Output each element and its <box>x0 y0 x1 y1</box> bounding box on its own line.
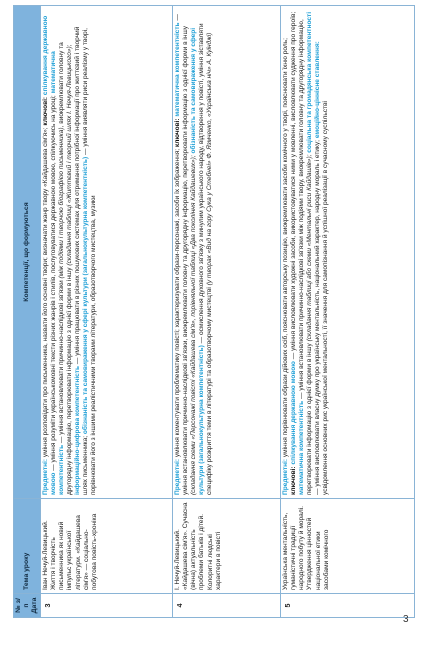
subject-text: уміння коментувати проблематику повісті; характеризувати образи-персонажі, засоби їх зображення; <box>174 148 182 458</box>
math-text: — уміння встановлювати причинно-наслідкові зв'язки, виокремлювати головну та другорядну інформацію, перетворювати інформацію з однієї форми в іншу <box>174 14 190 495</box>
lesson-topic: Іван Нечуй-Левицький. Життя і творчість письменника як новий імпульс української літератури. «Кайдашева сім'я» — соціально-побутова повість-хроніка <box>41 499 173 594</box>
culture-text: — уміння виявляти риси реалізму у творі, порівнювати його з іншими реалістичними творами літератури, образотворчого мистецтва, музики <box>82 28 98 495</box>
culture-competency: обізнаність та самовираження у сфері культури (загальнокультурна компетентність) <box>82 156 90 435</box>
row-number: 5 <box>281 594 415 618</box>
header-num-date: № з/п Дата <box>14 594 41 618</box>
table-row <box>173 6 281 618</box>
math-competency: математична компетентність <box>298 400 306 495</box>
state-language-text: — уміння висловлювати художні засоби, використовуватися ними у мовленні, висловлювати судження про героїв; <box>290 11 298 360</box>
math-note: (складання схеми «Персонажі повісті «Кайдашева сім'я», порівняльної таблиці «Два покоління Кайдашевих»); <box>190 155 198 495</box>
table-row <box>41 6 173 618</box>
page-number: 3 <box>403 614 409 625</box>
state-language-competency: спілкування державною мовою <box>42 15 58 495</box>
math-note: (між подіями і творчою біографією письменника) <box>58 127 66 279</box>
value-attitude-label: емоційно-ціннісне ставлення: <box>314 41 322 139</box>
culture-note: (у творах «Вид на гору Сука у Стебнеі» Ф. Язмченко, «Українська ніч» А. Куїнджі) <box>206 32 214 286</box>
rotated-table-wrapper <box>13 6 415 618</box>
culture-text: — осмислення духовного зв'язку з минулим українського народу, відтворення у повісті, уміння зіставляти специфіку розкриття теми в літературі та образотворчому мистецтві <box>198 23 214 495</box>
culture-competency: обізнаність та самовираження у сфері культури (загальнокультурна компетентність) <box>190 27 206 495</box>
competencies-cell: Предметні: уміння розповідати про письменника, назвати його основні твори; визначати жанр твору «Кайдашева сім'я»; ключові: спілкування державною мовою — уміння розуміти українськомовні тексти різних жанрів і стилів, послуговуватися державною мовою, спілкуючись на уроці; математична компетентність — уміння встановлювати причинно-наслідкові зв'язки (між подіями і творчою біографією письменника), виокремлювати головну та другорядну інформацію, перетворювати інформацію з однієї форми в іншу (складання таблиці «Життєвий і творчий шлях І. Нечуя-Левицького»); інформаційно-цифрова компетентність — уміння працювати в різних пошукових системах для отримання потрібної інформації про життєвий і творчий шлях письменника; обізнаність та самовираження у сфері культури (загальнокультурна компетентність) — уміння виявляти риси реалізму у творі, порівнювати його з іншими реалістичними творами літератури, образотворчого мистецтва, музики <box>41 6 173 499</box>
math-text: — уміння встановлювати причинно-наслідкові зв'язки <box>58 280 66 444</box>
civic-competency: соціальна та громадянська компетентності <box>306 11 314 153</box>
key-label: ключові: <box>174 118 182 148</box>
subject-text: уміння розповідати про письменника, назвати його основні твори; визначати жанр твору «Кайдашева сім'я»; <box>42 127 50 458</box>
math-competency: математична компетентність <box>174 22 182 117</box>
key-label: ключові: <box>290 466 298 495</box>
lesson-topic: І. Нечуй-Левицький. «Кайдашева сім'я». Сучасна (вічна) актуальність проблеми батьків і дітей. Колоритні людські характери в повісті <box>173 499 281 594</box>
subject-label: Предметні: <box>42 458 50 495</box>
math-competency: математична компетентність <box>50 51 66 495</box>
math-text-2: , виокремлювати головну та другорядну інформацію, перетворювати інформацію з однієї форми в іншу <box>58 42 74 495</box>
row-number: 3 <box>41 594 173 618</box>
lesson-plan-table <box>13 5 415 618</box>
competencies-cell <box>173 6 281 499</box>
info-text: — уміння працювати в різних пошукових системах для отримання потрібної інформації про життєвий і творчий шлях письменника; <box>74 26 90 495</box>
math-note: (складання таблиці або схеми «Ментальні риси Кайдашів»); <box>306 154 314 342</box>
value-attitude-text: усвідомлення основних рис української ментальності, її значення для самопізнання й успішної реалізації в сучасному суспільстві <box>322 101 330 495</box>
state-language-competency: спілкування державною мовою <box>290 361 298 465</box>
math-note-2: (складання таблиці «Життєвий і творчий шлях І. Нечуя-Левицького») <box>66 46 74 266</box>
lesson-topic: Українська ментальність, гуманістичні традиції народного побуту й моралі. Утвердження цінностей національної етики засобами комічного <box>281 499 415 594</box>
subject-text: уміння порівнювати образи дійових осіб, пояснювати авторську позицію, виокремлювати засоби комічного у творі, пояснювати їхню роль; <box>282 38 290 458</box>
math-text: — уміння встановлювати причинно-наслідкові зв'язки між подіями твору, виокремлювати головну та другорядну інформацію, перетворювати інформацію з однієї форми в іншу <box>298 19 314 495</box>
key-label: ключові: <box>42 96 50 126</box>
civic-text: — уміння висловлювати власну думку про українську ментальність, національний характер, народну мораль і етику; <box>314 140 322 495</box>
subject-label: Предметні: <box>174 458 182 495</box>
header-topic: Тема уроку <box>14 499 41 594</box>
competencies-cell <box>281 6 415 499</box>
state-language-text: — уміння розуміти українськомовні тексти різних жанрів і стилів, послуговуватися державною мовою, спілкуючись на уроці; <box>50 95 58 471</box>
table-header-row <box>14 6 41 618</box>
row-number: 4 <box>173 594 281 618</box>
table-row <box>281 6 415 618</box>
header-competencies: Компетенції, що формуються <box>14 6 41 499</box>
info-competency: інформаційно-цифрова компетентність <box>74 365 82 495</box>
subject-label: Предметні: <box>282 458 290 495</box>
